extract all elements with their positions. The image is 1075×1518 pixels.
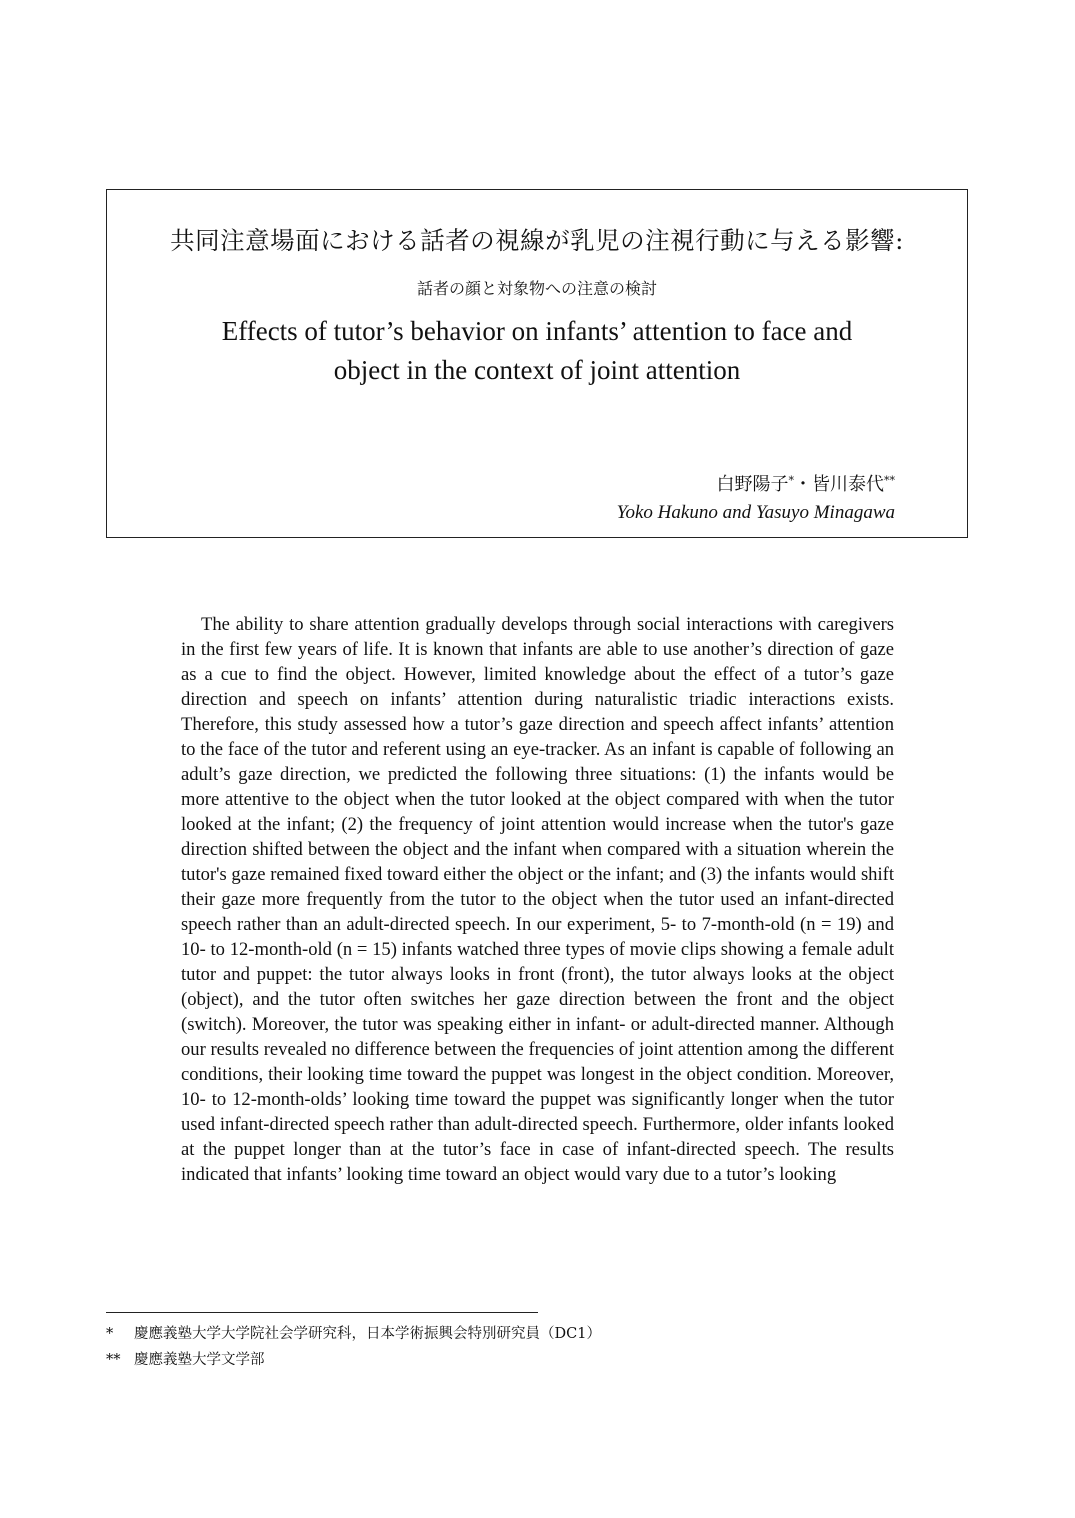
footnote-divider — [106, 1312, 538, 1313]
author-1-name: 白野陽子 — [716, 474, 789, 495]
author-2-footnote-mark: ** — [884, 474, 895, 487]
english-authors: Yoko Hakuno and Yasuyo Minagawa — [616, 502, 895, 523]
author-separator: ・ — [794, 474, 812, 495]
title-box — [106, 189, 968, 538]
footnote-1-mark: * — [106, 1326, 114, 1342]
japanese-title: 共同注意場面における話者の視線が乳児の注視行動に与える影響: — [170, 226, 904, 255]
english-title-line-1: Effects of tutor’s behavior on infants’ attention to face and — [221, 316, 853, 346]
footnote-1-text: 慶應義塾大学大学院社会学研究科，日本学術振興会特別研究員（DC1） — [134, 1326, 601, 1342]
japanese-subtitle: 話者の顔と対象物への注意の検討 — [416, 279, 657, 298]
footnote-1 — [106, 1322, 601, 1343]
author-1-footnote-mark: * — [788, 474, 794, 487]
abstract-paragraph: The ability to share attention gradually develops through social interactions with caregivers in the first few years of life. It is known that infants are able to use another’s direction of gaze as a cue to find the object. However, limited knowledge about the effect of a tutor’s gaze direction and speech on infants’ attention during naturalistic triadic interactions exists. Therefore, this study assessed how a tutor’s gaze direction and speech affect infants’ attention to the face of the tutor and referent using an eye-tracker. As an infant is capable of following an adult’s gaze direction, we predicted the following three situations: (1) the infants would be more attentive to the object when the tutor looked at the object compared with when the tutor looked at the infant; (2) the frequency of joint attention would increase when the tutor's gaze direction shifted between the object and the infant when compared with a situation wherein the tutor's gaze remained fixed toward either the object or the infant; and (3) the infants would shift their gaze more frequently from the tutor to the object when the tutor used an infant-directed speech rather than an adult-directed speech. In our experiment, 5- to 7-month-old (n = 19) and 10- to 12-month-old (n = 15) infants watched three types of movie clips showing a female adult tutor and puppet: the tutor always looks in front (front), the tutor always looks at the object (object), and the tutor often switches her gaze direction between the front and the object (switch). Moreover, the tutor was speaking either in infant- or adult-directed manner. Although our results revealed no difference between the frequencies of joint attention among the different conditions, their looking time toward the puppet was longest in the object condition. Moreover, 10- to 12-month-olds’ looking time toward the puppet was significantly longer when the tutor used infant-directed speech rather than adult-directed speech. Furthermore, older infants looked at the puppet longer than at the tutor’s face in case of infant-directed speech. The results indicated that infants’ looking time toward an object would vary due to a tutor’s looking — [181, 614, 894, 1185]
japanese-authors — [717, 470, 896, 496]
english-title — [167, 312, 907, 390]
author-2-name: 皆川泰代 — [812, 474, 884, 495]
english-title-line-2: object in the context of joint attention — [333, 355, 741, 385]
footnote-2-text: 慶應義塾大学文学部 — [134, 1352, 265, 1368]
footnote-2 — [106, 1348, 265, 1369]
footnote-2-mark: ** — [106, 1352, 121, 1368]
